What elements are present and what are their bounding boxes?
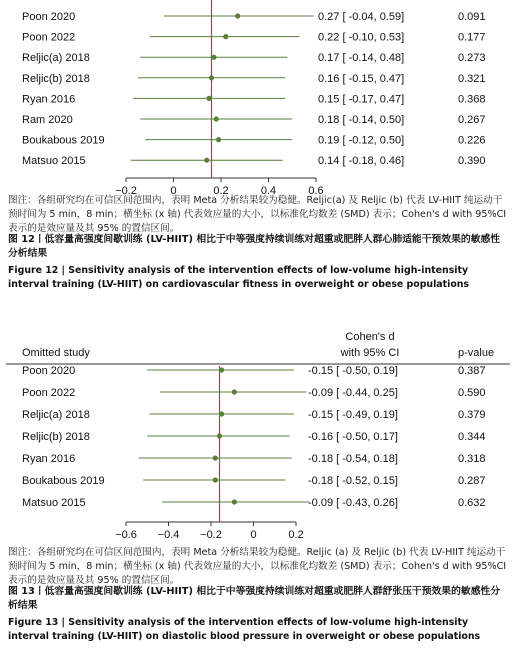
p-value: 0.091: [458, 11, 486, 23]
effect-estimate-point: [219, 411, 224, 416]
p-value: 0.590: [458, 387, 486, 399]
x-tick-label: 0.6: [308, 185, 324, 196]
study-label: Poon 2020: [22, 365, 76, 377]
effect-estimate-point: [232, 389, 237, 394]
x-tick-label: 0.4: [260, 185, 277, 196]
study-label: Ram 2020: [22, 114, 73, 126]
figure-12-caption-en: Figure 12 | Sensitivity analysis of the intervention effects of low-volume high-intensity interval training (LV-HIIT) on cardiovascular fitness in overweight or obese populations: [8, 265, 470, 290]
effect-ci-value: -0.16 [ -0.50, 0.17]: [308, 431, 398, 443]
effect-estimate-point: [223, 34, 228, 39]
p-value: 0.344: [458, 431, 486, 443]
effect-estimate-point: [204, 158, 209, 163]
effect-estimate-point: [213, 477, 218, 482]
study-label: Reljic(a) 2018: [22, 409, 90, 421]
effect-ci-value: 0.17 [ -0.14, 0.48]: [318, 52, 405, 65]
header-p-value: p-value: [458, 347, 495, 359]
effect-estimate-point: [217, 433, 222, 438]
effect-estimate-point: [219, 367, 224, 372]
effect-ci-value: -0.09 [ -0.44, 0.25]: [308, 387, 398, 399]
effect-ci-value: -0.15 [ -0.49, 0.19]: [308, 409, 398, 421]
study-label: Reljic(b) 2018: [22, 431, 90, 443]
effect-ci-value: 0.22 [ -0.10, 0.53]: [318, 31, 405, 44]
effect-estimate-point: [216, 137, 221, 142]
study-label: Reljic(b) 2018: [22, 72, 90, 85]
effect-estimate-point: [207, 96, 212, 101]
study-label: Boukabous 2019: [22, 134, 105, 147]
study-label: Matsuo 2015: [22, 155, 86, 168]
p-value: 0.226: [458, 134, 486, 147]
effect-ci-value: -0.09 [ -0.43, 0.26]: [308, 497, 398, 509]
forest-plot-figure-13: [0, 326, 516, 544]
x-tick-label: −0.6: [115, 529, 137, 541]
header-effect-line1: Cohen's d: [345, 331, 395, 343]
figure-12-caption-cn: 图 12丨低容量高强度间歇训练 (LV-HIIT) 相比于中等强度持续训练对超重或肥胖人群心肺适能干预效果的敏感性分析结果: [8, 234, 501, 259]
p-value: 0.387: [458, 365, 486, 377]
study-label: Ryan 2016: [22, 453, 76, 465]
effect-ci-value: 0.27 [ -0.04, 0.59]: [318, 11, 405, 23]
header-effect-line2: with 95% CI: [340, 347, 400, 359]
effect-estimate-point: [214, 116, 219, 121]
x-tick-label: −0.4: [157, 529, 180, 541]
figure-13-note: 图注：各组研究均在可信区间范围内，表明 Meta 分析结果较为稳健。Reljic (a) 及 Reljic (b) 代表 LV-HIIT 纯运动干预时间为 5 min，8 min；横坐标 (x 轴) 代表效应量的大小，以标准化均数差 (SMD) 表示；Cohen's d with 95%CI 表示的是效应量及其 95% 的置信区间。: [8, 547, 507, 586]
effect-estimate-point: [209, 75, 214, 80]
x-tick-label: 0: [250, 529, 257, 541]
effect-estimate-point: [232, 499, 237, 504]
effect-ci-value: -0.15 [ -0.50, 0.19]: [308, 365, 398, 377]
effect-estimate-point: [235, 13, 240, 18]
forest-plot-figure-12: [0, 0, 516, 196]
x-tick-label: 0.2: [288, 529, 304, 541]
study-label: Poon 2020: [22, 11, 76, 23]
study-label: Ryan 2016: [22, 93, 76, 106]
header-omitted-study: Omitted study: [22, 347, 90, 359]
effect-ci-value: 0.19 [ -0.12, 0.50]: [318, 134, 405, 147]
x-tick-label: 0: [170, 185, 177, 196]
p-value: 0.379: [458, 409, 486, 421]
effect-ci-value: -0.18 [ -0.52, 0.15]: [308, 475, 398, 487]
study-label: Boukabous 2019: [22, 475, 105, 487]
p-value: 0.321: [458, 72, 486, 85]
x-tick-label: 0.2: [213, 185, 229, 196]
study-label: Poon 2022: [22, 31, 76, 44]
effect-ci-value: 0.15 [ -0.17, 0.47]: [318, 93, 405, 106]
effect-ci-value: 0.16 [ -0.15, 0.47]: [318, 72, 405, 85]
p-value: 0.287: [458, 475, 486, 487]
p-value: 0.267: [458, 114, 486, 126]
study-label: Poon 2022: [22, 387, 76, 399]
effect-ci-value: 0.14 [ -0.18, 0.46]: [318, 155, 405, 168]
p-value: 0.273: [458, 52, 486, 65]
p-value: 0.177: [458, 31, 486, 44]
figure-13-caption-en: Figure 13 | Sensitivity analysis of the intervention effects of low-volume high-intensity interval training (LV-HIIT) on diastolic blood pressure in overweight or obese populations: [8, 617, 481, 642]
figure-12-note: 图注：各组研究均在可信区间范围内，表明 Meta 分析结果较为稳健。Reljic(a) 及 Reljic (b) 代表 LV-HIIT 纯运动干预时间为 5 min，8 min；横坐标 (x 轴) 代表效应量的大小，以标准化均数差 (SMD) 表示；Cohen's d with 95%CI 表示的是效应量及其 95% 的置信区间。: [8, 195, 507, 234]
effect-ci-value: -0.18 [ -0.54, 0.18]: [308, 453, 398, 465]
x-tick-label: −0.2: [200, 529, 222, 541]
study-label: Reljic(a) 2018: [22, 52, 90, 65]
figure-13-caption-cn: 图 13丨低容量高强度间歇训练 (LV-HIIT) 相比于中等强度持续训练对超重或肥胖人群舒张压干预效果的敏感性分析结果: [8, 586, 501, 611]
effect-estimate-point: [211, 55, 216, 60]
x-tick-label: −0.2: [115, 185, 137, 196]
p-value: 0.390: [458, 155, 486, 168]
p-value: 0.368: [458, 93, 486, 106]
effect-ci-value: 0.18 [ -0.14, 0.50]: [318, 114, 405, 126]
p-value: 0.318: [458, 453, 486, 465]
effect-estimate-point: [213, 455, 218, 460]
study-label: Matsuo 2015: [22, 497, 86, 509]
p-value: 0.632: [458, 497, 486, 509]
